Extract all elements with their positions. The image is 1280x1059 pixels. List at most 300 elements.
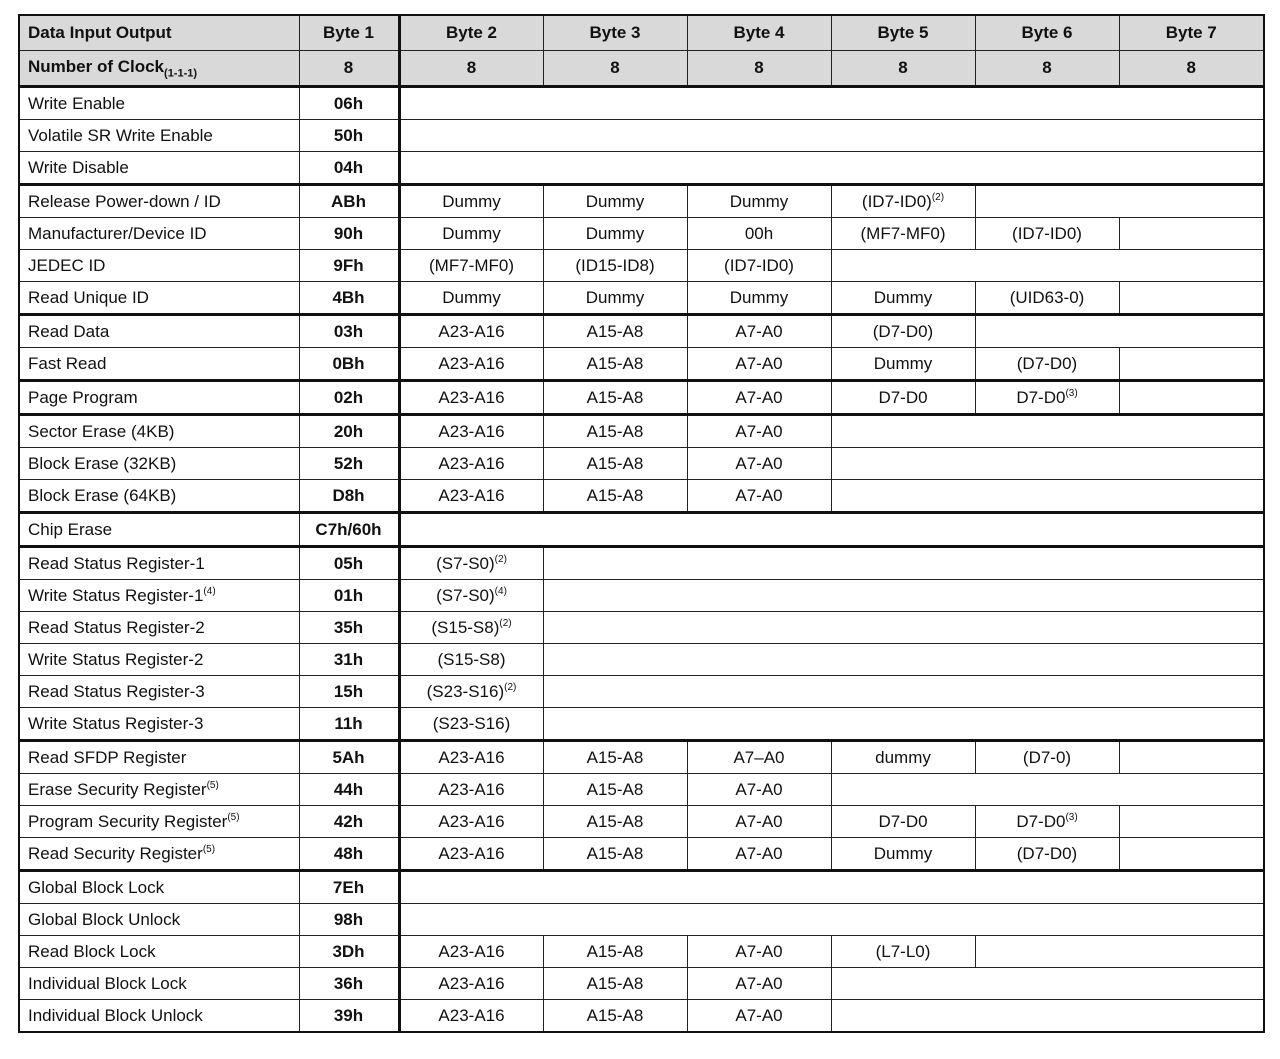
opcode-cell: 5Ah [299, 741, 399, 774]
byte-value: A23-A16 [438, 321, 505, 341]
byte-value: A15-A8 [586, 843, 644, 863]
instruction-name-text: Erase Security Register [28, 779, 207, 799]
byte-cell [543, 448, 687, 480]
table-row [19, 547, 1264, 580]
empty-cell [831, 250, 1264, 282]
empty-cell [543, 547, 1264, 580]
empty-cell [831, 968, 1264, 1000]
empty-cell [975, 936, 1264, 968]
table-row [19, 676, 1264, 708]
instruction-name [19, 547, 299, 580]
byte-cell [687, 185, 831, 218]
instruction-name [19, 936, 299, 968]
footnote-ref: (4) [494, 585, 507, 597]
table-row [19, 381, 1264, 415]
instruction-name-text: Global Block Unlock [28, 909, 181, 929]
byte-cell [687, 381, 831, 415]
table-row [19, 152, 1264, 185]
byte-value: Dummy [442, 191, 501, 211]
empty-cell [1119, 381, 1264, 415]
instruction-name-text: Read Security Register [28, 843, 203, 863]
empty-cell [543, 612, 1264, 644]
instruction-name-text: JEDEC ID [28, 255, 106, 275]
byte-value: D7-D0 [1016, 387, 1066, 407]
table-row [19, 448, 1264, 480]
byte-value: A7-A0 [735, 353, 783, 373]
instruction-name-text: Release Power-down / ID [28, 191, 221, 211]
byte-value: A15-A8 [586, 485, 644, 505]
instruction-name-text: Read SFDP Register [28, 747, 187, 767]
byte-value: Dummy [729, 191, 789, 211]
byte-cell [687, 218, 831, 250]
byte-cell [399, 185, 543, 218]
empty-cell [1119, 282, 1264, 315]
opcode-cell: 98h [299, 904, 399, 936]
byte-cell [687, 741, 831, 774]
byte-value: Dummy [585, 287, 645, 307]
table-row [19, 838, 1264, 871]
table-row [19, 315, 1264, 348]
byte-cell [831, 348, 975, 381]
byte-cell [399, 1000, 543, 1033]
table-row [19, 218, 1264, 250]
footnote-ref: (3) [1065, 811, 1078, 823]
instruction-name-text: Individual Block Lock [28, 973, 187, 993]
instruction-name [19, 806, 299, 838]
byte-value: Dummy [442, 223, 501, 243]
byte-value: A15-A8 [586, 1005, 644, 1025]
instruction-name-text: Write Status Register-1 [28, 585, 204, 605]
byte-cell [399, 708, 543, 741]
byte-cell [831, 838, 975, 871]
byte-cell [399, 250, 543, 282]
instruction-name [19, 185, 299, 218]
opcode-cell: C7h/60h [299, 513, 399, 547]
instruction-table-container [18, 14, 1263, 1033]
opcode-cell: 44h [299, 774, 399, 806]
byte-value: A7-A0 [735, 811, 783, 831]
opcode-cell: 05h [299, 547, 399, 580]
table-row [19, 708, 1264, 741]
byte-cell [399, 968, 543, 1000]
instruction-name [19, 580, 299, 612]
byte-cell [687, 315, 831, 348]
instruction-name-text: Sector Erase (4KB) [28, 421, 175, 441]
byte-cell [687, 838, 831, 871]
byte-value: (L7-L0) [875, 941, 931, 961]
byte-value: (S15-S8) [437, 649, 506, 669]
instruction-name-text: Write Status Register-2 [28, 649, 204, 669]
byte-value: (D7-D0) [1016, 843, 1078, 863]
table-row [19, 480, 1264, 513]
opcode-cell: 15h [299, 676, 399, 708]
empty-cell [1119, 218, 1264, 250]
instruction-name [19, 315, 299, 348]
byte-cell [543, 968, 687, 1000]
byte-value: A15-A8 [586, 747, 644, 767]
byte-cell [687, 936, 831, 968]
byte-value: (D7-D0) [1016, 353, 1078, 373]
byte-value: Dummy [873, 843, 933, 863]
byte-cell [687, 1000, 831, 1033]
instruction-name [19, 904, 299, 936]
table-row [19, 936, 1264, 968]
opcode-cell: 06h [299, 87, 399, 120]
clock-value: 8 [831, 51, 975, 87]
opcode-cell: 42h [299, 806, 399, 838]
byte-cell [687, 480, 831, 513]
opcode-cell: 48h [299, 838, 399, 871]
byte-value: (ID7-ID0) [861, 191, 932, 211]
byte-value: Dummy [729, 287, 789, 307]
opcode-cell: 04h [299, 152, 399, 185]
byte-value: A15-A8 [586, 811, 644, 831]
byte-cell [831, 185, 975, 218]
byte-value: D7-D0 [878, 387, 928, 407]
byte-cell [543, 1000, 687, 1033]
byte-cell [543, 250, 687, 282]
clock-row [19, 51, 1264, 87]
byte-value: (MF7-MF0) [429, 255, 514, 275]
byte-value: A15-A8 [586, 779, 644, 799]
byte-value: A23-A16 [438, 747, 505, 767]
byte-cell [687, 250, 831, 282]
footnote-ref: (4) [203, 585, 216, 597]
byte-value: A23-A16 [438, 485, 505, 505]
empty-cell [399, 871, 1264, 904]
byte-cell [543, 741, 687, 774]
opcode-cell: 50h [299, 120, 399, 152]
byte-value: A23-A16 [438, 811, 505, 831]
byte-value: A23-A16 [438, 1005, 505, 1025]
byte-cell [399, 218, 543, 250]
table-row [19, 415, 1264, 448]
instruction-name [19, 282, 299, 315]
clock-value: 8 [543, 51, 687, 87]
byte-value: A7-A0 [735, 779, 783, 799]
byte-value: A7-A0 [735, 421, 783, 441]
byte-value: (S7-S0) [436, 585, 495, 605]
instruction-name [19, 480, 299, 513]
byte-value: A7-A0 [735, 485, 783, 505]
empty-cell [1119, 806, 1264, 838]
byte-value: A7-A0 [735, 321, 783, 341]
footnote-ref: (5) [227, 811, 240, 823]
byte-cell [399, 448, 543, 480]
empty-cell [399, 120, 1264, 152]
instruction-name-text: Read Status Register-1 [28, 553, 205, 573]
byte-value: A7-A0 [735, 1005, 783, 1025]
instruction-name-text: Read Status Register-3 [28, 681, 205, 701]
byte-cell [831, 936, 975, 968]
table-row [19, 250, 1264, 282]
empty-cell [543, 580, 1264, 612]
footnote-ref: (3) [1065, 387, 1078, 399]
header-byte-3: Byte 3 [543, 15, 687, 51]
byte-cell [399, 936, 543, 968]
opcode-cell: 35h [299, 612, 399, 644]
clock-value: 8 [1119, 51, 1264, 87]
empty-cell [543, 644, 1264, 676]
footnote-ref: (2) [504, 681, 517, 693]
instruction-name-text: Write Disable [28, 157, 129, 177]
byte-cell [687, 774, 831, 806]
byte-cell [543, 415, 687, 448]
instruction-name-text: Block Erase (64KB) [28, 485, 177, 505]
byte-cell [543, 282, 687, 315]
byte-cell [399, 480, 543, 513]
byte-cell [399, 547, 543, 580]
byte-cell [399, 415, 543, 448]
header-byte-1: Byte 1 [299, 15, 399, 51]
byte-value: (UID63-0) [1009, 287, 1085, 307]
instruction-name-text: Read Data [28, 321, 110, 341]
byte-value: Dummy [442, 287, 501, 307]
byte-value: Dummy [585, 223, 645, 243]
footnote-ref: (5) [202, 843, 216, 855]
clock-label: Number of Clock [28, 56, 165, 76]
clock-value: 8 [975, 51, 1119, 87]
byte-cell [399, 741, 543, 774]
header-byte-5: Byte 5 [831, 15, 975, 51]
instruction-name [19, 381, 299, 415]
instruction-name-text: Block Erase (32KB) [28, 453, 177, 473]
byte-cell [831, 282, 975, 315]
byte-cell [831, 315, 975, 348]
instruction-name-text: Read Status Register-2 [28, 617, 205, 637]
empty-cell [1119, 741, 1264, 774]
opcode-cell: 7Eh [299, 871, 399, 904]
instruction-table [18, 14, 1265, 1033]
empty-cell [399, 152, 1264, 185]
instruction-name-text: Write Status Register-3 [28, 713, 204, 733]
byte-value: Dummy [585, 191, 645, 211]
instruction-name-text: Individual Block Unlock [28, 1005, 203, 1025]
instruction-name-text: Manufacturer/Device ID [28, 223, 207, 243]
table-row [19, 282, 1264, 315]
empty-cell [399, 87, 1264, 120]
byte-cell [399, 806, 543, 838]
byte-cell [399, 644, 543, 676]
instruction-name [19, 120, 299, 152]
byte-cell [543, 774, 687, 806]
empty-cell [399, 513, 1264, 547]
byte-value: A23-A16 [438, 973, 505, 993]
empty-cell [831, 415, 1264, 448]
byte-cell [975, 806, 1119, 838]
byte-value: A15-A8 [586, 453, 644, 473]
instruction-name [19, 513, 299, 547]
opcode-cell: 02h [299, 381, 399, 415]
byte-cell [543, 838, 687, 871]
byte-cell [399, 315, 543, 348]
byte-cell [399, 676, 543, 708]
table-row [19, 741, 1264, 774]
byte-cell [687, 415, 831, 448]
clock-value: 8 [687, 51, 831, 87]
byte-value: (D7-0) [1022, 747, 1072, 767]
instruction-name [19, 871, 299, 904]
byte-cell [687, 282, 831, 315]
opcode-cell: 31h [299, 644, 399, 676]
byte-cell [399, 774, 543, 806]
byte-value: A7-A0 [735, 843, 783, 863]
instruction-name [19, 87, 299, 120]
byte-value: (S23-S16) [432, 713, 511, 733]
byte-cell [543, 936, 687, 968]
instruction-name-text: Program Security Register [28, 811, 228, 831]
instruction-name [19, 676, 299, 708]
instruction-name-text: Read Unique ID [28, 287, 149, 307]
empty-cell [1119, 838, 1264, 871]
table-row [19, 120, 1264, 152]
footnote-ref: (5) [206, 779, 219, 791]
empty-cell [975, 315, 1264, 348]
table-row [19, 612, 1264, 644]
opcode-cell: 01h [299, 580, 399, 612]
empty-cell [831, 1000, 1264, 1033]
clock-value: 8 [299, 51, 399, 87]
instruction-name [19, 1000, 299, 1033]
instruction-name [19, 612, 299, 644]
table-row [19, 774, 1264, 806]
opcode-cell: 3Dh [299, 936, 399, 968]
byte-cell [687, 348, 831, 381]
byte-cell [975, 348, 1119, 381]
byte-cell [399, 838, 543, 871]
byte-value: Dummy [873, 353, 933, 373]
instruction-name [19, 152, 299, 185]
byte-value: 00h [744, 223, 774, 243]
instruction-rows [19, 87, 1264, 1033]
instruction-name [19, 218, 299, 250]
byte-value: A15-A8 [586, 941, 644, 961]
byte-value: (ID7-ID0) [1012, 223, 1082, 243]
table-row [19, 1000, 1264, 1033]
instruction-name-text: Page Program [28, 387, 138, 407]
byte-value: (S7-S0) [436, 553, 495, 573]
table-row [19, 580, 1264, 612]
byte-value: (S23-S16) [426, 681, 505, 701]
empty-cell [831, 774, 1264, 806]
empty-cell [831, 448, 1264, 480]
instruction-name [19, 348, 299, 381]
byte-value: A23-A16 [438, 421, 505, 441]
instruction-name [19, 448, 299, 480]
byte-value: A7-A0 [735, 453, 783, 473]
table-row [19, 644, 1264, 676]
byte-value: A7-A0 [735, 941, 783, 961]
table-row [19, 968, 1264, 1000]
opcode-cell: D8h [299, 480, 399, 513]
byte-value: A15-A8 [586, 321, 644, 341]
byte-cell [543, 185, 687, 218]
instruction-name [19, 968, 299, 1000]
clock-label-mode: (1-1-1) [164, 67, 198, 80]
footnote-ref: (2) [494, 553, 507, 565]
clock-value: 8 [399, 51, 543, 87]
byte-cell [975, 741, 1119, 774]
byte-value: A23-A16 [438, 387, 505, 407]
instruction-name [19, 644, 299, 676]
byte-value: D7-D0 [878, 811, 928, 831]
table-row [19, 513, 1264, 547]
table-row [19, 904, 1264, 936]
instruction-name [19, 741, 299, 774]
byte-cell [831, 218, 975, 250]
opcode-cell: 0Bh [299, 348, 399, 381]
byte-value: A23-A16 [438, 779, 505, 799]
header-byte-2: Byte 2 [399, 15, 543, 51]
byte-cell [399, 381, 543, 415]
opcode-cell: 9Fh [299, 250, 399, 282]
footnote-ref: (2) [499, 617, 512, 629]
opcode-cell: ABh [299, 185, 399, 218]
instruction-name-text: Global Block Lock [28, 877, 165, 897]
header-row [19, 15, 1264, 51]
opcode-cell: 36h [299, 968, 399, 1000]
instruction-name [19, 838, 299, 871]
byte-cell [831, 741, 975, 774]
instruction-name-text: Fast Read [28, 353, 107, 373]
empty-cell [543, 708, 1264, 741]
byte-cell [543, 806, 687, 838]
byte-cell [975, 282, 1119, 315]
byte-value: A15-A8 [586, 973, 644, 993]
instruction-name [19, 250, 299, 282]
byte-value: A23-A16 [438, 453, 505, 473]
instruction-name [19, 774, 299, 806]
byte-cell [543, 480, 687, 513]
byte-value: A15-A8 [586, 421, 644, 441]
table-row [19, 871, 1264, 904]
empty-cell [975, 185, 1264, 218]
instruction-name-text: Volatile SR Write Enable [28, 125, 213, 145]
byte-value: (MF7-MF0) [860, 223, 946, 243]
opcode-cell: 90h [299, 218, 399, 250]
byte-value: A15-A8 [586, 353, 644, 373]
byte-value: (D7-D0) [872, 321, 934, 341]
byte-value: A7-A0 [735, 387, 783, 407]
byte-value: A7-A0 [735, 973, 783, 993]
byte-cell [975, 838, 1119, 871]
instruction-name-text: Read Block Lock [28, 941, 156, 961]
byte-value: A23-A16 [438, 353, 505, 373]
byte-value: Dummy [873, 287, 933, 307]
instruction-name [19, 415, 299, 448]
opcode-cell: 03h [299, 315, 399, 348]
byte-cell [831, 381, 975, 415]
empty-cell [399, 904, 1264, 936]
byte-value: (S15-S8) [431, 617, 500, 637]
header-byte-7: Byte 7 [1119, 15, 1264, 51]
byte-value: D7-D0 [1016, 811, 1066, 831]
table-row [19, 806, 1264, 838]
byte-cell [687, 806, 831, 838]
byte-cell [687, 448, 831, 480]
byte-value: A23-A16 [438, 843, 505, 863]
byte-cell [399, 580, 543, 612]
table-row [19, 348, 1264, 381]
instruction-name-text: Chip Erase [28, 519, 113, 539]
header-byte-4: Byte 4 [687, 15, 831, 51]
opcode-cell: 11h [299, 708, 399, 741]
byte-value: A7–A0 [733, 747, 785, 767]
byte-cell [687, 968, 831, 1000]
byte-cell [399, 282, 543, 315]
byte-value: (ID7-ID0) [724, 255, 794, 275]
footnote-ref: (2) [931, 191, 945, 203]
